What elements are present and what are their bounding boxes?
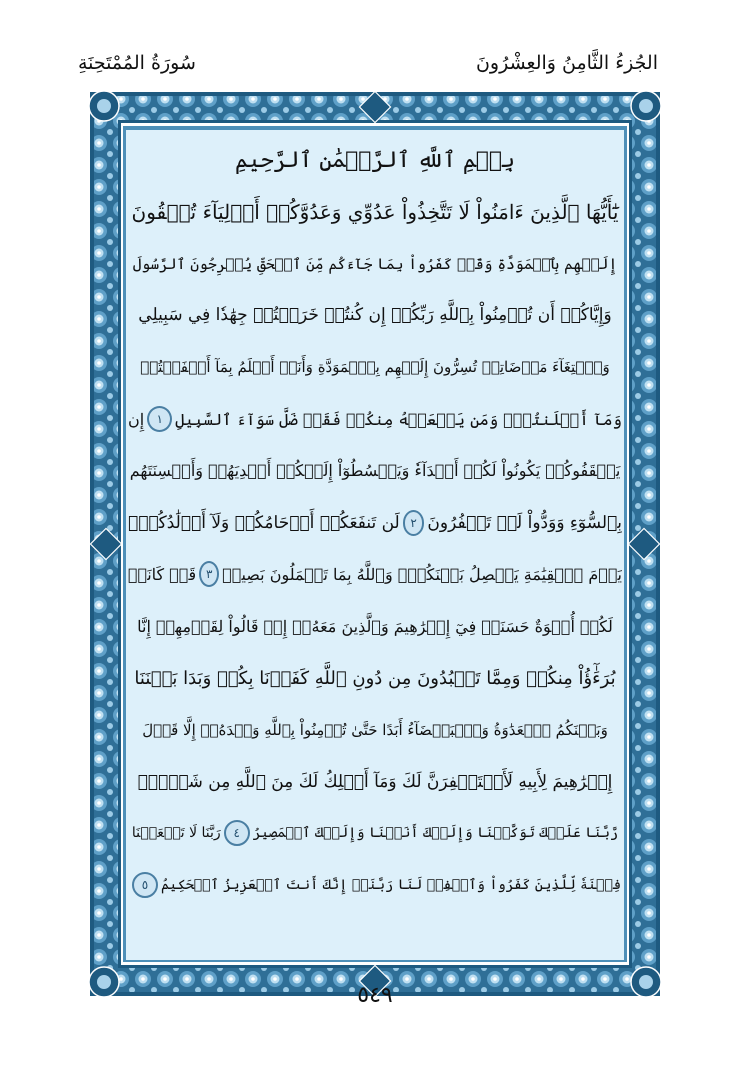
- verse-number-marker: ٤: [224, 820, 250, 846]
- verse-line: [128, 652, 622, 704]
- verse-text-continuation: لَن تَنفَعَكُمۡ أَرۡحَامُكُمۡ وَلَآ أَوۡلَٰدُكُمۡۚ: [128, 512, 400, 533]
- verse-line: [128, 756, 622, 808]
- verse-line: [128, 497, 622, 549]
- verse-text: فِتۡنَةٗ لِّلَّذِينَ كَفَرُواْ وَٱغۡفِرۡ لَنَا رَبَّنَآۖ إِنَّكَ أَنتَ ٱلۡعَزِيزُ ٱلۡحَكِيمُ: [160, 877, 622, 894]
- verse-text: وَبَيۡنَكُمُ ٱلۡعَدَٰوَةُ وَٱلۡبَغۡضَآءُ أَبَدًا حَتَّىٰ تُؤۡمِنُواْ بِٱللَّهِ وَحۡدَهُۥٓ إِلَّا قَوۡلَ: [142, 720, 608, 739]
- juz-header: الجُزءُ الثَّامِنُ وَالعِشْرُونَ: [475, 52, 658, 74]
- verse-line: [128, 290, 622, 342]
- verse-line: [128, 859, 622, 911]
- verse-line: [128, 341, 622, 393]
- verse-text: وَمَآ أَعۡلَنتُمۡۚ وَمَن يَفۡعَلۡهُ مِنكُمۡ فَقَدۡ ضَلَّ سَوَآءَ ٱلسَّبِيلِ: [175, 409, 622, 429]
- verse-line: [128, 549, 622, 601]
- verse-number-marker: ٢: [403, 510, 425, 536]
- verse-line: [128, 808, 622, 860]
- verse-number-marker: ٥: [132, 872, 158, 898]
- verse-text: بِٱلسُّوٓءِ وَوَدُّواْ لَوۡ تَكۡفُرُونَ: [427, 512, 622, 533]
- verse-text-continuation: رَبَّنَا لَا تَجۡعَلۡنَا: [131, 825, 221, 842]
- verse-number-marker: ١: [147, 406, 172, 432]
- verse-lines: [128, 186, 622, 911]
- verse-line: [128, 186, 622, 238]
- verse-text: وَٱبۡتِغَآءَ مَرۡضَاتِيۚ تُسِرُّونَ إِلَيۡهِم بِٱلۡمَوَدَّةِ وَأَنَا۠ أَعۡلَمُ بِمَآ أَخۡفَيۡتُمۡ: [140, 358, 610, 377]
- page-number: ٥٤٩: [357, 983, 393, 1008]
- verse-number-marker: ٣: [199, 561, 219, 587]
- verse-text-continuation: قَدۡ كَانَتۡ: [128, 564, 197, 584]
- surah-header: سُورَةُ المُمْتَحِنَةِ: [78, 52, 196, 74]
- verse-text: يَٰٓأَيُّهَا ٱلَّذِينَ ءَامَنُواْ لَا تَتَّخِذُواْ عَدُوِّي وَعَدُوَّكُمۡ أَوۡلِيَآءَ تُلۡقُونَ: [131, 199, 619, 224]
- verse-line: [128, 393, 622, 445]
- verse-text: إِبۡرَٰهِيمَ لِأَبِيهِ لَأَسۡتَغۡفِرَنَّ لَكَ وَمَآ أَمۡلِكُ لَكَ مِنَ ٱللَّهِ مِن شَيۡءٖۖ: [137, 771, 613, 792]
- verse-text: رَّبَّنَا عَلَيۡكَ تَوَكَّلۡنَا وَإِلَيۡكَ أَنَبۡنَا وَإِلَيۡكَ ٱلۡمَصِيرُ: [252, 825, 619, 842]
- verse-text: يَوۡمَ ٱلۡقِيَٰمَةِ يَفۡصِلُ بَيۡنَكُمۡۚ وَٱللَّهُ بِمَا تَعۡمَلُونَ بَصِيرٞ: [222, 564, 622, 584]
- basmala: بِسۡمِ ٱللَّهِ ٱلرَّحۡمَٰنِ ٱلرَّحِيمِ: [234, 148, 516, 173]
- verse-line: [128, 704, 622, 756]
- verse-line: [128, 445, 622, 497]
- verse-text-continuation: إِن: [128, 409, 145, 429]
- verse-text: يَثۡقَفُوكُمۡ يَكُونُواْ لَكُمۡ أَعۡدَآءٗ وَيَبۡسُطُوٓاْ إِلَيۡكُمۡ أَيۡدِيَهُمۡ وَأَلۡسِنَتَهُم: [129, 461, 621, 481]
- verse-line: [128, 238, 622, 290]
- verse-text: إِلَيۡهِم بِٱلۡمَوَدَّةِ وَقَدۡ كَفَرُواْ بِمَا جَآءَكُم مِّنَ ٱلۡحَقِّ يُخۡرِجُونَ ٱلرَّسُولَ: [132, 254, 618, 273]
- verse-text: بُرَءَٰٓؤُاْ مِنكُمۡ وَمِمَّا تَعۡبُدُونَ مِن دُونِ ٱللَّهِ كَفَرۡنَا بِكُمۡ وَبَدَا بَيۡنَنَا: [134, 667, 616, 689]
- verse-text: لَكُمۡ أُسۡوَةٌ حَسَنَةٞ فِيٓ إِبۡرَٰهِيمَ وَٱلَّذِينَ مَعَهُۥٓ إِذۡ قَالُواْ لِقَوۡمِهِمۡ إِنَّا: [137, 616, 613, 636]
- verse-line: [128, 600, 622, 652]
- verse-text: وَإِيَّاكُمۡ أَن تُؤۡمِنُواْ بِٱللَّهِ رَبِّكُمۡ إِن كُنتُمۡ خَرَجۡتُمۡ جِهَٰدٗا فِي سَبِيلِي: [138, 305, 612, 326]
